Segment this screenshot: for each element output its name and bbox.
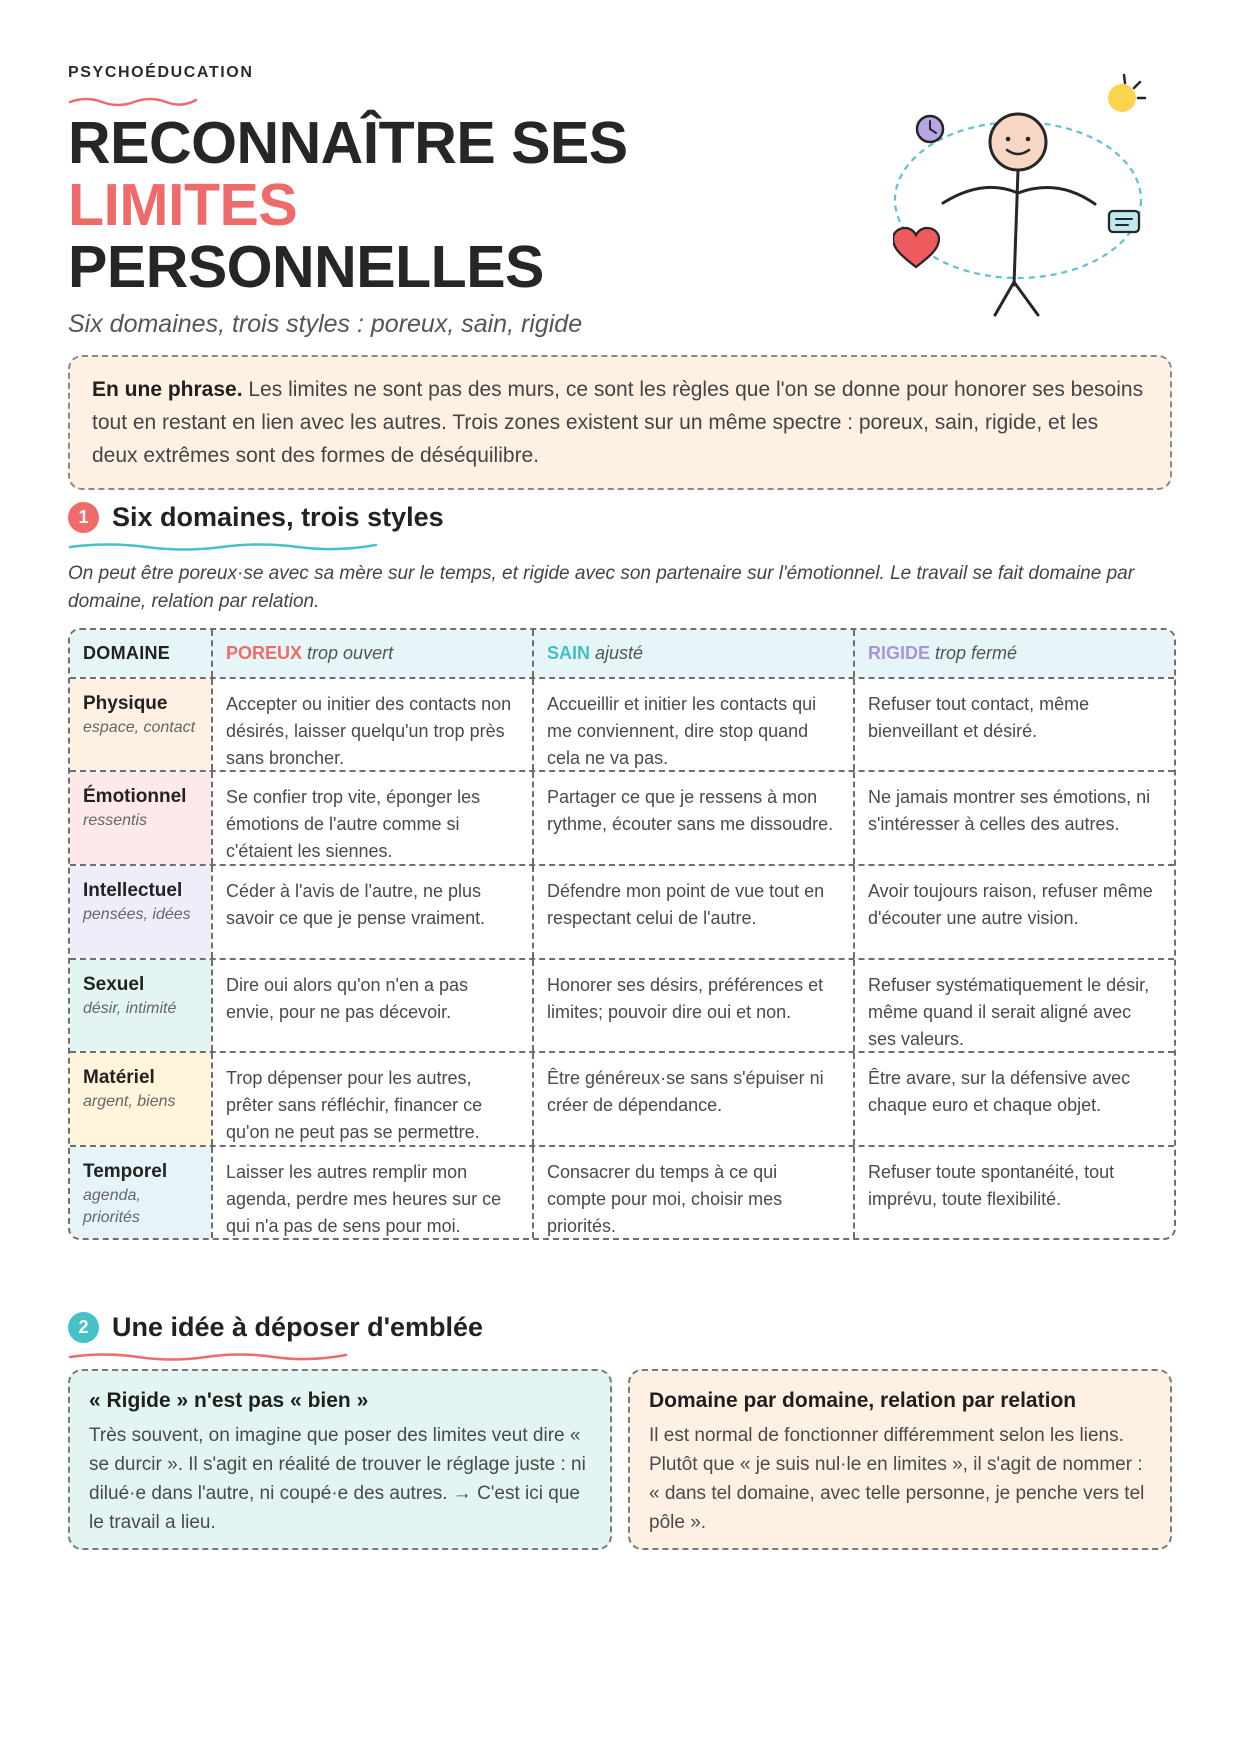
- domain-cell: [70, 1053, 211, 1145]
- domain-name: Temporel: [83, 1161, 168, 1182]
- domain-cell: [70, 866, 211, 958]
- rigide-cell: Refuser systématiquement le désir, même quand il serait aligné avec ses valeurs.: [853, 960, 1174, 1051]
- card-text: Très souvent, on imagine que poser des limites veut dire « se durcir ». Il s'agit en réalité de trouver le réglage juste : ni dilué·e dans l'autre, ni coupé·e des autres. → C'est ici que le travail a lieu.: [89, 1425, 586, 1533]
- header-sain-label: SAIN: [547, 643, 591, 663]
- header-sain: [532, 630, 853, 677]
- idea-card-rigide: [68, 1369, 612, 1550]
- table-row: [70, 958, 1174, 1051]
- domain-name: Intellectuel: [83, 880, 183, 901]
- section-2-underline: [68, 1350, 348, 1364]
- title-line-1: RECONNAÎTRE SES: [68, 110, 628, 176]
- sain-cell: Honorer ses désirs, préférences et limites; pouvoir dire oui et non.: [532, 960, 853, 1051]
- header-rigide-label: RIGIDE: [868, 643, 931, 663]
- domain-name: Sexuel: [83, 974, 145, 995]
- domain-sub: argent, biens: [83, 1093, 176, 1110]
- header-sain-sub: ajusté: [590, 643, 644, 663]
- summary-lead: En une phrase.: [92, 378, 243, 401]
- card-title: « Rigide » n'est pas « bien »: [89, 1389, 369, 1412]
- rigide-cell: Être avare, sur la défensive avec chaque euro et chaque objet.: [853, 1053, 1174, 1145]
- header-poreux-sub: trop ouvert: [302, 643, 394, 663]
- table-row: [70, 1145, 1174, 1238]
- header-poreux: [211, 630, 532, 677]
- title-line-3: PERSONNELLES: [68, 234, 544, 300]
- poreux-cell: Trop dépenser pour les autres, prêter sans réfléchir, financer ce qu'on ne peut pas se permettre.: [211, 1053, 532, 1145]
- domain-name: Physique: [83, 693, 168, 714]
- heart-icon: [893, 228, 939, 267]
- sun-icon: [1108, 75, 1145, 112]
- poreux-cell: Accepter ou initier des contacts non désirés, laisser quelqu'un trop près sans broncher.: [211, 679, 532, 770]
- domain-name: Émotionnel: [83, 786, 187, 807]
- poreux-cell: Dire oui alors qu'on n'en a pas envie, pour ne pas décevoir.: [211, 960, 532, 1051]
- page-subtitle: Six domaines, trois styles : poreux, sain, rigide: [68, 310, 583, 338]
- section-2-number: 2: [68, 1312, 99, 1343]
- section-1-intro: On peut être poreux·se avec sa mère sur le temps, et rigide avec son partenaire sur l'émotionnel. Le travail se fait domaine par domaine, relation par relation.: [68, 563, 1135, 612]
- rigide-cell: Refuser toute spontanéité, tout imprévu, toute flexibilité.: [853, 1147, 1174, 1238]
- poreux-cell: Céder à l'avis de l'autre, ne plus savoir ce que je pense vraiment.: [211, 866, 532, 958]
- sain-cell: Défendre mon point de vue tout en respectant celui de l'autre.: [532, 866, 853, 958]
- summary-text: Les limites ne sont pas des murs, ce sont les règles que l'on se donne pour honorer ses besoins tout en restant en lien avec les autres. Trois zones existent sur un même spectre : poreux, sain, rigide, et les deux extrêmes sont des formes de déséquilibre.: [92, 378, 1144, 467]
- domain-name: Matériel: [83, 1067, 155, 1088]
- rigide-cell: Ne jamais montrer ses émotions, ni s'intéresser à celles des autres.: [853, 772, 1174, 864]
- section-1-heading: [68, 502, 444, 533]
- section-2-title: Une idée à déposer d'emblée: [112, 1312, 484, 1342]
- domain-sub: désir, intimité: [83, 1000, 177, 1017]
- sain-cell: Être généreux·se sans s'épuiser ni créer de dépendance.: [532, 1053, 853, 1145]
- table-row: [70, 1051, 1174, 1145]
- rigide-cell: Avoir toujours raison, refuser même d'écouter une autre vision.: [853, 866, 1174, 958]
- domains-table: [68, 628, 1176, 1240]
- table-row: [70, 770, 1174, 864]
- domain-sub: agenda, priorités: [83, 1187, 141, 1226]
- domain-cell: [70, 679, 211, 770]
- header-rigide-sub: trop fermé: [930, 643, 1018, 663]
- domain-sub: pensées, idées: [83, 906, 191, 923]
- sain-cell: Consacrer du temps à ce qui compte pour moi, choisir mes priorités.: [532, 1147, 853, 1238]
- section-1-title: Six domaines, trois styles: [112, 502, 444, 532]
- table-row: [70, 864, 1174, 958]
- clock-icon: [917, 116, 943, 142]
- header-poreux-label: POREUX: [226, 643, 303, 663]
- poreux-cell: Se confier trop vite, éponger les émotions de l'autre comme si c'étaient les siennes.: [211, 772, 532, 864]
- rigide-cell: Refuser tout contact, même bienveillant et désiré.: [853, 679, 1174, 770]
- section-1-number: 1: [68, 502, 99, 533]
- domain-sub: ressentis: [83, 812, 148, 829]
- header-rigide: [853, 630, 1174, 677]
- table-header-row: [70, 630, 1174, 677]
- table-row: [70, 677, 1174, 770]
- domain-cell: [70, 960, 211, 1051]
- page-title: [68, 112, 628, 298]
- card-text: Il est normal de fonctionner différemment selon les liens. Plutôt que « je suis nul·le en limites », il s'agit de nommer : « dans tel domaine, avec telle personne, je penche vers tel pôle ».: [649, 1425, 1145, 1533]
- domain-cell: [70, 772, 211, 864]
- idea-card-domaine: [628, 1369, 1172, 1550]
- message-icon: [1109, 211, 1139, 232]
- section-2-heading: [68, 1312, 483, 1343]
- title-line-2: LIMITES: [68, 172, 298, 238]
- squiggle-underline: [68, 94, 198, 108]
- summary-box: [68, 355, 1172, 490]
- section-1-underline: [68, 540, 378, 554]
- sain-cell: Accueillir et initier les contacts qui me conviennent, dire stop quand cela ne va pas.: [532, 679, 853, 770]
- stick-figure-icon: [943, 114, 1095, 315]
- poreux-cell: Laisser les autres remplir mon agenda, perdre mes heures sur ce qui n'a pas de sens pour moi.: [211, 1147, 532, 1238]
- eyebrow-label: PSYCHOÉDUCATION: [68, 64, 254, 81]
- header-domain-label: DOMAINE: [83, 643, 171, 663]
- card-title: Domaine par domaine, relation par relation: [649, 1389, 1077, 1412]
- header-domain: [70, 630, 211, 677]
- domain-cell: [70, 1147, 211, 1238]
- domain-sub: espace, contact: [83, 719, 196, 736]
- sain-cell: Partager ce que je ressens à mon rythme, écouter sans me dissoudre.: [532, 772, 853, 864]
- stick-figure-illustration: [893, 70, 1213, 330]
